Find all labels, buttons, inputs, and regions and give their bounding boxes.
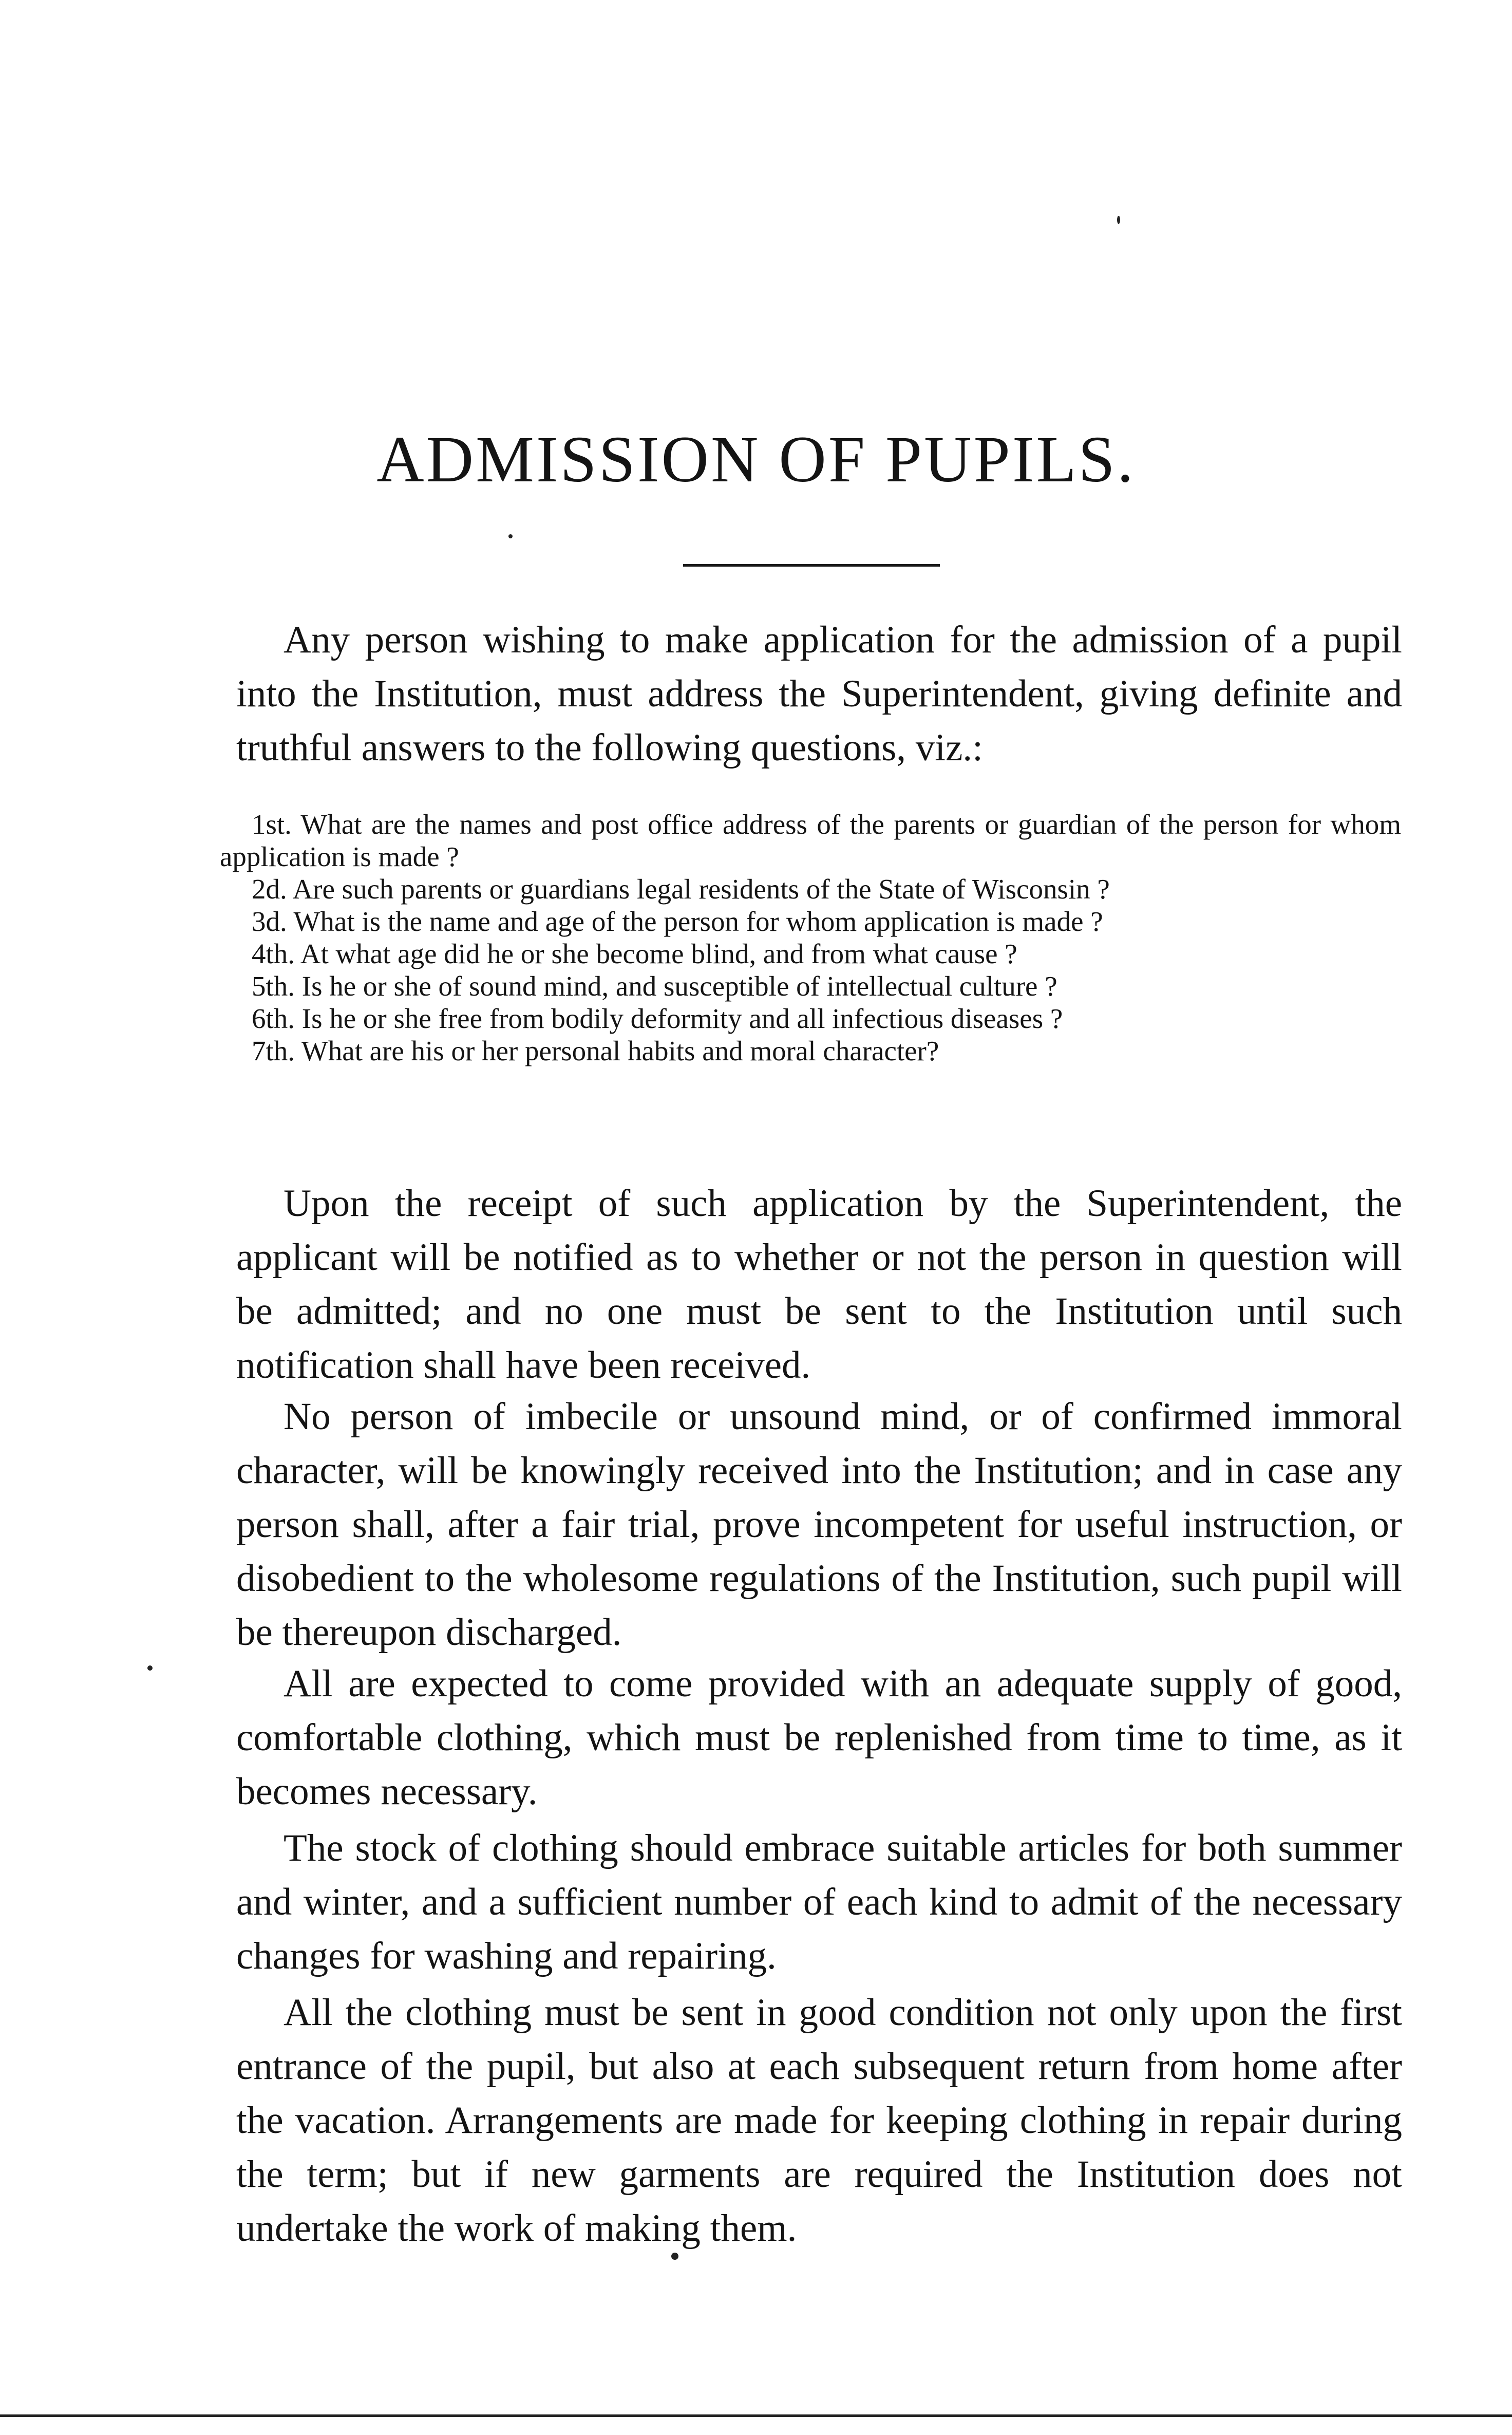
ink-speck [147, 1665, 153, 1671]
body-paragraph: All the clothing must be sent in good condition not only upon the first entrance of the pupil, but also at each subsequent return from home after the vacation. Arrangements are made for keeping clothing in repair during the term; but if new garments are required the Institution does not undertake the work of making them. [236, 1991, 1402, 2250]
body-paragraph: All are expected to come provided with an adequate supply of good, comfortable clothing, which must be replenished from time to time, as it becomes necessary. [236, 1662, 1402, 1813]
body-paragraph: Upon the receipt of such application by the Superintendent, the applicant will be notified as to whether or not the person in question will be admitted; and no one must be sent to the Institution until such notification shall have been received. [236, 1182, 1402, 1387]
question-item: 2d. Are such parents or guardians legal residents of the State of Wisconsin ? [252, 873, 1110, 905]
title-divider [683, 564, 940, 567]
question-item: 4th. At what age did he or she become blind, and from what cause ? [252, 938, 1017, 969]
question-item: 7th. What are his or her personal habits and moral character? [252, 1035, 939, 1066]
questions-list [220, 808, 1401, 1067]
ink-speck [671, 2253, 678, 2260]
ink-speck [1117, 216, 1120, 224]
question-item: 6th. Is he or she free from bodily deformity and all infectious diseases ? [252, 1003, 1063, 1034]
page-title: ADMISSION OF PUPILS. [376, 423, 1136, 496]
ink-speck [508, 534, 513, 538]
body-paragraph: No person of imbecile or unsound mind, or of confirmed immoral character, will be knowingly received into the Institution; and in case any person shall, after a fair trial, prove incompetent for useful instruction, or disobedient to the wholesome regulations of the Institution, such pupil will be thereupon discharged. [236, 1395, 1402, 1654]
page-bottom-rule [0, 2414, 1512, 2417]
question-item: 3d. What is the name and age of the person for whom application is made ? [252, 906, 1103, 937]
body-paragraph: The stock of clothing should embrace suitable articles for both summer and winter, and a sufficient number of each kind to admit of the necessary changes for washing and repairing. [236, 1827, 1402, 1977]
question-item: 1st. What are the names and post office address of the parents or guardian of the person for whom application is made ? [220, 809, 1401, 872]
question-item: 5th. Is he or she of sound mind, and susceptible of intellectual culture ? [252, 970, 1057, 1002]
intro-paragraph: Any person wishing to make application for the admission of a pupil into the Institution, must address the Superintendent, giving definite and truthful answers to the following questions, viz.: [236, 619, 1402, 769]
